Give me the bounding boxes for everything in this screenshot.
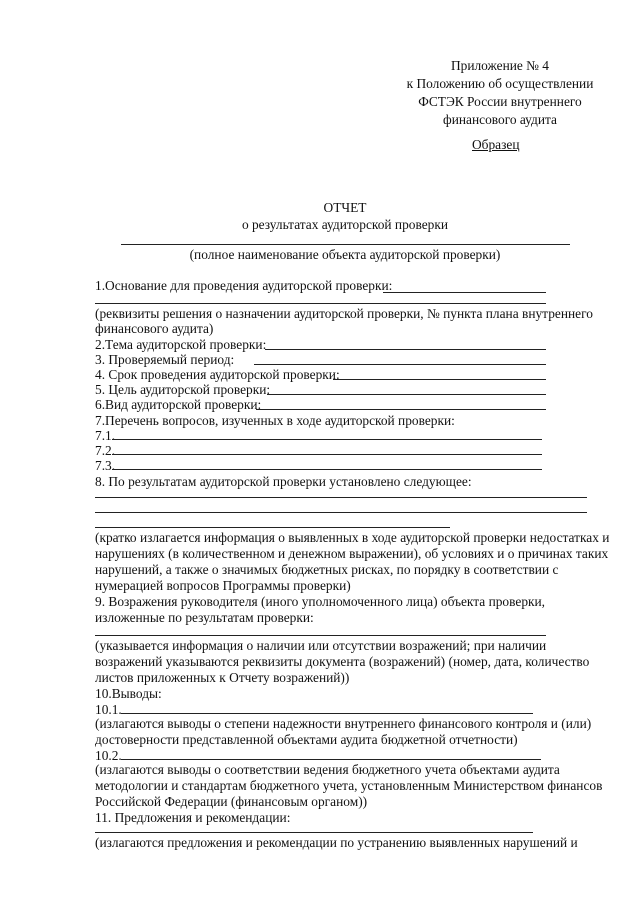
item-11-line xyxy=(95,832,533,833)
item-6-line xyxy=(256,409,546,410)
report-title: ОТЧЕТ xyxy=(323,200,367,215)
item-6-label: 6.Вид аудиторской проверки: xyxy=(95,397,262,412)
item-7-2-line xyxy=(112,454,542,455)
item-7-3-label: 7.3. xyxy=(95,458,116,473)
item-1-note: (реквизиты решения о назначении аудиторской проверки, № пункта плана внутреннего xyxy=(95,306,593,321)
item-8-line xyxy=(95,527,450,528)
item-11-label: 11. Предложения и рекомендации: xyxy=(95,810,291,825)
object-name-caption: (полное наименование объекта аудиторской проверки) xyxy=(189,247,501,262)
item-2-label: 2.Тема аудиторской проверки: xyxy=(95,337,267,352)
item-11-note: (излагаются предложения и рекомендации по устранению выявленных нарушений и xyxy=(95,835,578,850)
item-7-1-line xyxy=(112,439,542,440)
item-10-1-note: (излагаются выводы о степени надежности внутреннего финансового контроля и (или) xyxy=(95,716,592,731)
item-10-2-note: методологии и стандартам бюджетного учета, установленным Министерством финансов xyxy=(95,778,603,793)
item-10-1-line xyxy=(121,713,533,714)
item-10-label: 10.Выводы: xyxy=(95,686,162,701)
item-8-note: (кратко излагается информация о выявленных в ходе аудиторской проверки недостатках и xyxy=(95,530,610,545)
item-8-note: нумерацией вопросов Программы проверки) xyxy=(95,578,351,593)
item-4-label: 4. Срок проведения аудиторской проверки: xyxy=(95,367,340,382)
item-10-2-line xyxy=(121,759,541,760)
appendix-agency: ФСТЭК России внутреннего xyxy=(418,94,582,109)
item-3-line xyxy=(254,364,546,365)
item-7-2-label: 7.2. xyxy=(95,443,116,458)
appendix-number: Приложение № 4 xyxy=(450,58,550,73)
item-8-note: нарушениях (в количественном и денежном выражении), об условиях и о причинах таких xyxy=(95,546,609,561)
item-7-label: 7.Перечень вопросов, изученных в ходе аудиторской проверки: xyxy=(95,413,455,428)
item-1-line-2 xyxy=(95,303,546,304)
item-10-2-label: 10.2. xyxy=(95,748,122,763)
item-3-label: 3. Проверяемый период: xyxy=(95,352,235,367)
item-8-label: 8. По результатам аудиторской проверки установлено следующее: xyxy=(95,474,472,489)
item-10-2-note: (излагаются выводы о соответствии ведения бюджетного учета объектами аудита xyxy=(95,762,560,777)
item-5-line xyxy=(267,394,546,395)
item-9-note: возражений указываются реквизиты документа (возражений) (номер, дата, количество xyxy=(95,654,590,669)
item-5-label: 5. Цель аудиторской проверки: xyxy=(95,382,271,397)
item-4-line xyxy=(333,379,546,380)
object-name-line xyxy=(121,244,570,245)
item-2-line xyxy=(265,349,546,350)
item-10-1-label: 10.1. xyxy=(95,702,122,717)
item-9-label: 9. Возражения руководителя (иного уполномоченного лица) объекта проверки, xyxy=(95,594,546,609)
item-7-1-label: 7.1. xyxy=(95,428,116,443)
item-9-note: (указывается информация о наличии или отсутствии возражений; при наличии xyxy=(95,638,547,653)
item-1-note: финансового аудита) xyxy=(95,321,214,336)
sample-label: Образец xyxy=(472,137,520,152)
item-8-line xyxy=(95,497,587,498)
report-subtitle: о результатах аудиторской проверки xyxy=(241,217,449,232)
item-10-1-note: достоверности представленной объектами аудита бюджетной отчетности) xyxy=(95,732,518,747)
item-9-label: изложенные по результатам проверки: xyxy=(95,610,314,625)
item-10-2-note: Российской Федерации (финансовым органом)) xyxy=(95,794,368,809)
appendix-subject: финансового аудита xyxy=(443,112,557,127)
item-1-label: 1.Основание для проведения аудиторской проверки: xyxy=(95,278,393,293)
item-1-line xyxy=(383,292,546,293)
appendix-regulation: к Положению об осуществлении xyxy=(406,76,594,91)
item-7-3-line xyxy=(112,469,542,470)
item-8-line xyxy=(95,512,587,513)
item-9-note: листов приложенных к Отчету возражений)) xyxy=(95,670,350,685)
item-9-line xyxy=(95,635,546,636)
item-8-note: нарушений, а также о значимых бюджетных рисках, по порядку в соответствии с xyxy=(95,562,559,577)
